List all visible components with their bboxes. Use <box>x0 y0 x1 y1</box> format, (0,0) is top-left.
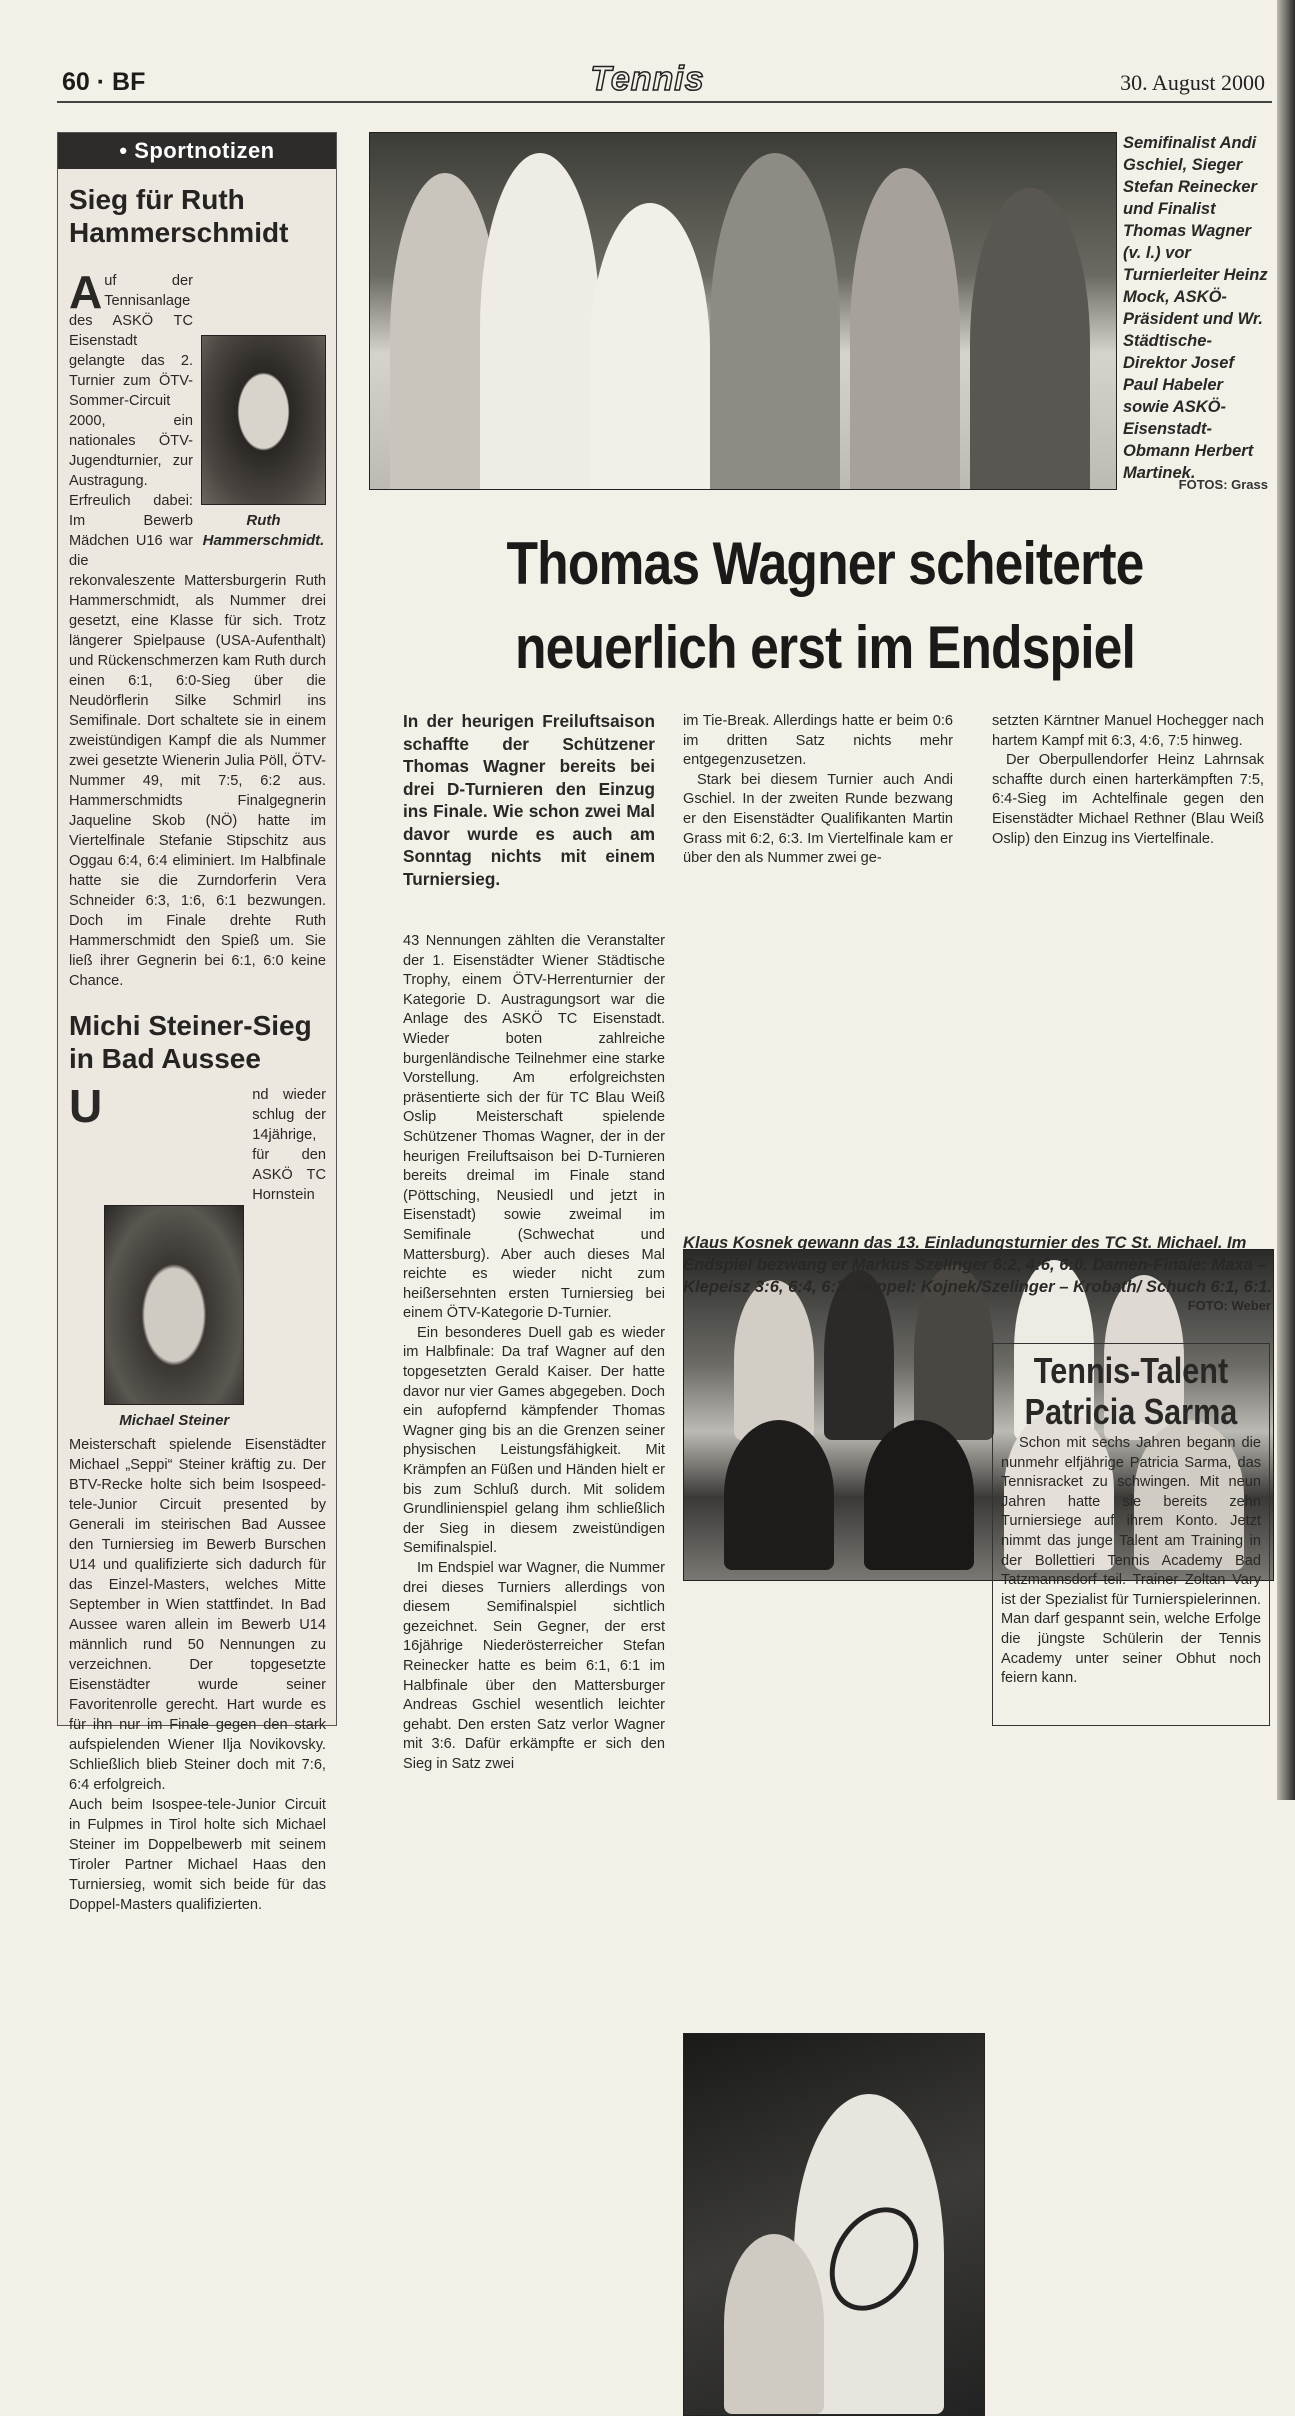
article-column-2 <box>683 712 953 869</box>
tournament-photo-credit: FOTO: Weber <box>1187 1298 1271 1313</box>
story2-headline: Michi Steiner-Sieg in Bad Aussee <box>69 1010 312 1074</box>
story2-body <box>69 1080 326 1915</box>
story1-body <box>69 266 326 991</box>
article-column-3 <box>992 712 1264 849</box>
story1-photo-caption: Ruth Hammerschmidt. <box>202 512 325 549</box>
article-column-1 <box>403 932 665 1775</box>
talent-box <box>992 1343 1270 1726</box>
article-paragraph: im Tie-Break. Allerdings hatte er beim 0:6 im dritten Satz nichts mehr entgegenzusetzen. <box>683 713 953 769</box>
story2-photo-block <box>104 1205 244 1431</box>
top-photo-caption: Semifinalist Andi Gschiel, Sieger Stefan Reinecker und Finalist Thomas Wagner (v. l.) vor Turnierleiter Heinz Mock, ASKÖ-Präsident und Wr. Städtische-Direktor Josef Paul Habeler sowie ASKÖ-Eisenstadt-Obmann Herbert Martinek. <box>1123 134 1268 482</box>
section-logo: Tennis <box>590 60 705 98</box>
talent-text: Schon mit sechs Jahren begann die nunmehr elfjährige Patricia Sarma, das Tennisracket zu schwingen. Mit neun Jahren hatte sie bereits zehn Turniersiege auf ihrem Konto. Jetzt nimmt das junge Talent am Training in der Bollettieri Tennis Academy Bad Tatzmannsdorf teil. Trainer Zoltan Vary ist der Spezialist für Turnierspielerinnen. Man darf gespannt sein, welche Erfolge die jüngste Schülerin der Tennis Academy unter seiner Obhut noch feiern kann. <box>1001 1435 1261 1687</box>
tournament-photo-caption: Klaus Kosnek gewann das 13. Einladungsturnier des TC St. Michael. Im Endspiel bezwang er Markus Szelinger 6:2, 4:6, 6:0. Damen-Finale: Maxa – Klepeisz 3:6, 6:4, 6:3. Doppel: Kojnek/Szelinger – Krobath/ Schuch 6:1, 6:1. <box>683 1233 1273 1296</box>
top-photo-credit: FOTOS: Grass <box>1178 477 1268 492</box>
article-paragraph: Im Endspiel war Wagner, die Nummer drei dieses Turniers allerdings von diesem Semifinalspiel sichtlich gezeichnet. Sein Gegner, der erst 16jährige Niederösterreicher Stefan Reinecker hatte es beim 6:1, 6:1 im Halbfinale über den Mattersburger Andreas Gschiel wesentlich leichter gehabt. Den ersten Satz verlor Wagner mit 3:6. Dafür erkämpfte er sich den Sieg in Satz zwei <box>403 1560 665 1772</box>
story1-photo-block <box>201 335 326 551</box>
article-paragraph: setzten Kärntner Manuel Hochegger nach hartem Kampf mit 6:3, 4:6, 7:5 hinweg. <box>992 713 1264 749</box>
issue-date: 30. August 2000 <box>1120 70 1265 95</box>
article-paragraph: 43 Nennungen zählten die Veranstalter der 1. Eisenstädter Wiener Städtische Trophy, einem ÖTV-Herrenturnier der Kategorie D. Austragungsort war die Anlage des ASKÖ TC Eisenstadt. Wieder boten zahlreiche burgenländische Teilnehmer eine starke Vorstellung. Am erfolgreichsten präsentierte sich der für TC Blau Weiß Oslip Meisterschaft spielende Schützener Thomas Wagner, der in der heurigen Freiluftsaison bei D-Turnieren bereits dreimal im Finale stand (Pöttsching, Neusiedl und jetzt in Eisenstadt) sowie zweimal im Semifinale (Schwechat und Mattersburg). Aber auch dieses Mal reichte es wieder nicht zum heißersehnten ersten Turniersieg bei einem ÖTV-Kategorie D-Turnier. <box>403 933 665 1322</box>
award-ceremony-photo <box>369 132 1117 490</box>
story2-text-2: Auch beim Isospee-tele-Junior Circuit in Fulpmes in Tirol holte sich Michael Steiner im Doppelbewerb mit seinem Tiroler Partner Michael Haas den Turniersieg, womit sich beide für das Doppel-Masters qualifizierten. <box>69 1797 326 1913</box>
page-gutter-shadow <box>1277 0 1295 1800</box>
story2-photo-caption: Michael Steiner <box>119 1412 230 1429</box>
story1-headline: Sieg für Ruth Hammerschmidt <box>69 184 289 248</box>
story1-text: uf der Tennisanlage des ASKÖ TC Eisenstadt gelangte das 2. Turnier zum ÖTV-Sommer-Circuit 2000, ein nationales ÖTV-Jugendturnier, zur Austragung. Erfreulich dabei: Im Bewerb Mädchen U16 war die rekonvaleszente Mattersburgerin Ruth Hammerschmidt, als Nummer drei gesetzt, eine Klasse für sich. Trotz längerer Spielpause (USA-Aufenthalt) und Rückenschmerzen kam Ruth durch einen 6:1, 6:0-Sieg über die Neudörflerin Silke Schmirl ins Semifinale. Dort schaltete sie in einem zweistündigen Kampf die als Nummer zwei gesetzte Wienerin Julia Pöll, ÖTV-Nummer 49, mit 7:5, 6:2 aus. Hammerschmidts Finalgegnerin Jaqueline Skob (NÖ) hatte im Viertelfinale Stefanie Stipschitz aus Oggau 6:4, 6:4 eliminiert. Im Halbfinale hatte sie die Zurndorferin Vera Schneider 6:3, 1:6, 6:1 bezwungen. Doch im Finale drehte Ruth Hammerschmidt den Spieß um. Sie ließ ihrer Gegnerin bei 6:1, 6:0 keine Chance. <box>69 273 326 989</box>
article-lead: In der heurigen Freiluftsaison schaffte der Schützener Thomas Wagner bereits bei drei D-Turnieren den Einzug ins Finale. Wie schon zwei Mal davor wurde es auch am Sonntag nichts mit einem Turniersieg. <box>403 711 655 889</box>
story2-text: nd wieder schlug der 14jährige, für den ASKÖ TC Hornstein Meisterschaft spielende Eisenstädter Michael „Seppi“ Steiner kräftig zu. Der BTV-Recke holte sich beim Isospeed-tele-Junior Circuit presented by Generali im steirischen Bad Aussee den Turniersieg im Bewerb Burschen U14 und qualifizierte sich dadurch für das Einzel-Masters, welches Mitte September in Wien stattfindet. In Bad Aussee waren allein im Bewerb U14 männlich rund 50 Nennungen zu verzeichnen. Der topgesetzte Eisenstädter wurde seiner Favoritenrolle gerecht. Hart wurde es für ihn nur im Finale gegen den stark aufspielenden Wiener Ilja Novikovsky. Schließlich blieb Steiner doch mit 7:6, 6:4 erfolgreich. <box>69 1087 326 1793</box>
patricia-sarma-photo <box>683 2033 985 2416</box>
talent-headline: Tennis-Talent Patricia Sarma <box>1024 1350 1238 1432</box>
article-paragraph: Stark bei diesem Turnier auch Andi Gschiel. In der zweiten Runde bezwang er den Eisenstädter Qualifikanten Martin Grass mit 6:2, 6:3. Im Viertelfinale kam er über den als Nummer zwei ge- <box>683 771 953 867</box>
main-headline: Thomas Wagner scheiterte neuerlich erst im Endspiel <box>506 530 1144 681</box>
sportnotizen-sidebar <box>57 132 337 1913</box>
story1-dropcap: A <box>69 266 103 318</box>
article-paragraph: Der Oberpullendorfer Heinz Lahrnsak schaffte durch einen harterkämpften 7:5, 6:4-Sieg im Achtelfinale gegen den Eisenstädter Michael Rethner (Blau Weiß Oslip) den Einzug ins Viertelfinale. <box>992 752 1264 847</box>
article-paragraph: Ein besonderes Duell gab es wieder im Halbfinale: Da traf Wagner auf den topgesetzten Gerald Kaiser. Der hatte davor nur vier Games abgegeben. Doch ein aufopfernd kämpfender Thomas Wagner ging bis an die Grenzen seiner physischen Leistungsfähigkeit. Mit Krämpfen an Füßen und Händen hielt er bis zum Schluß durch. Mit solidem Grundlinienspiel gelang ihm schließlich der Sieg in diesem zweistündigen Semifinalspiel. <box>403 1324 665 1557</box>
ruth-hammerschmidt-photo <box>201 335 326 505</box>
story2-dropcap: U <box>69 1080 103 1132</box>
michael-steiner-photo <box>104 1205 244 1405</box>
sidebar-title: • Sportnotizen <box>58 133 336 169</box>
page-number: 60 · BF <box>62 68 146 96</box>
header-rule <box>57 101 1272 103</box>
